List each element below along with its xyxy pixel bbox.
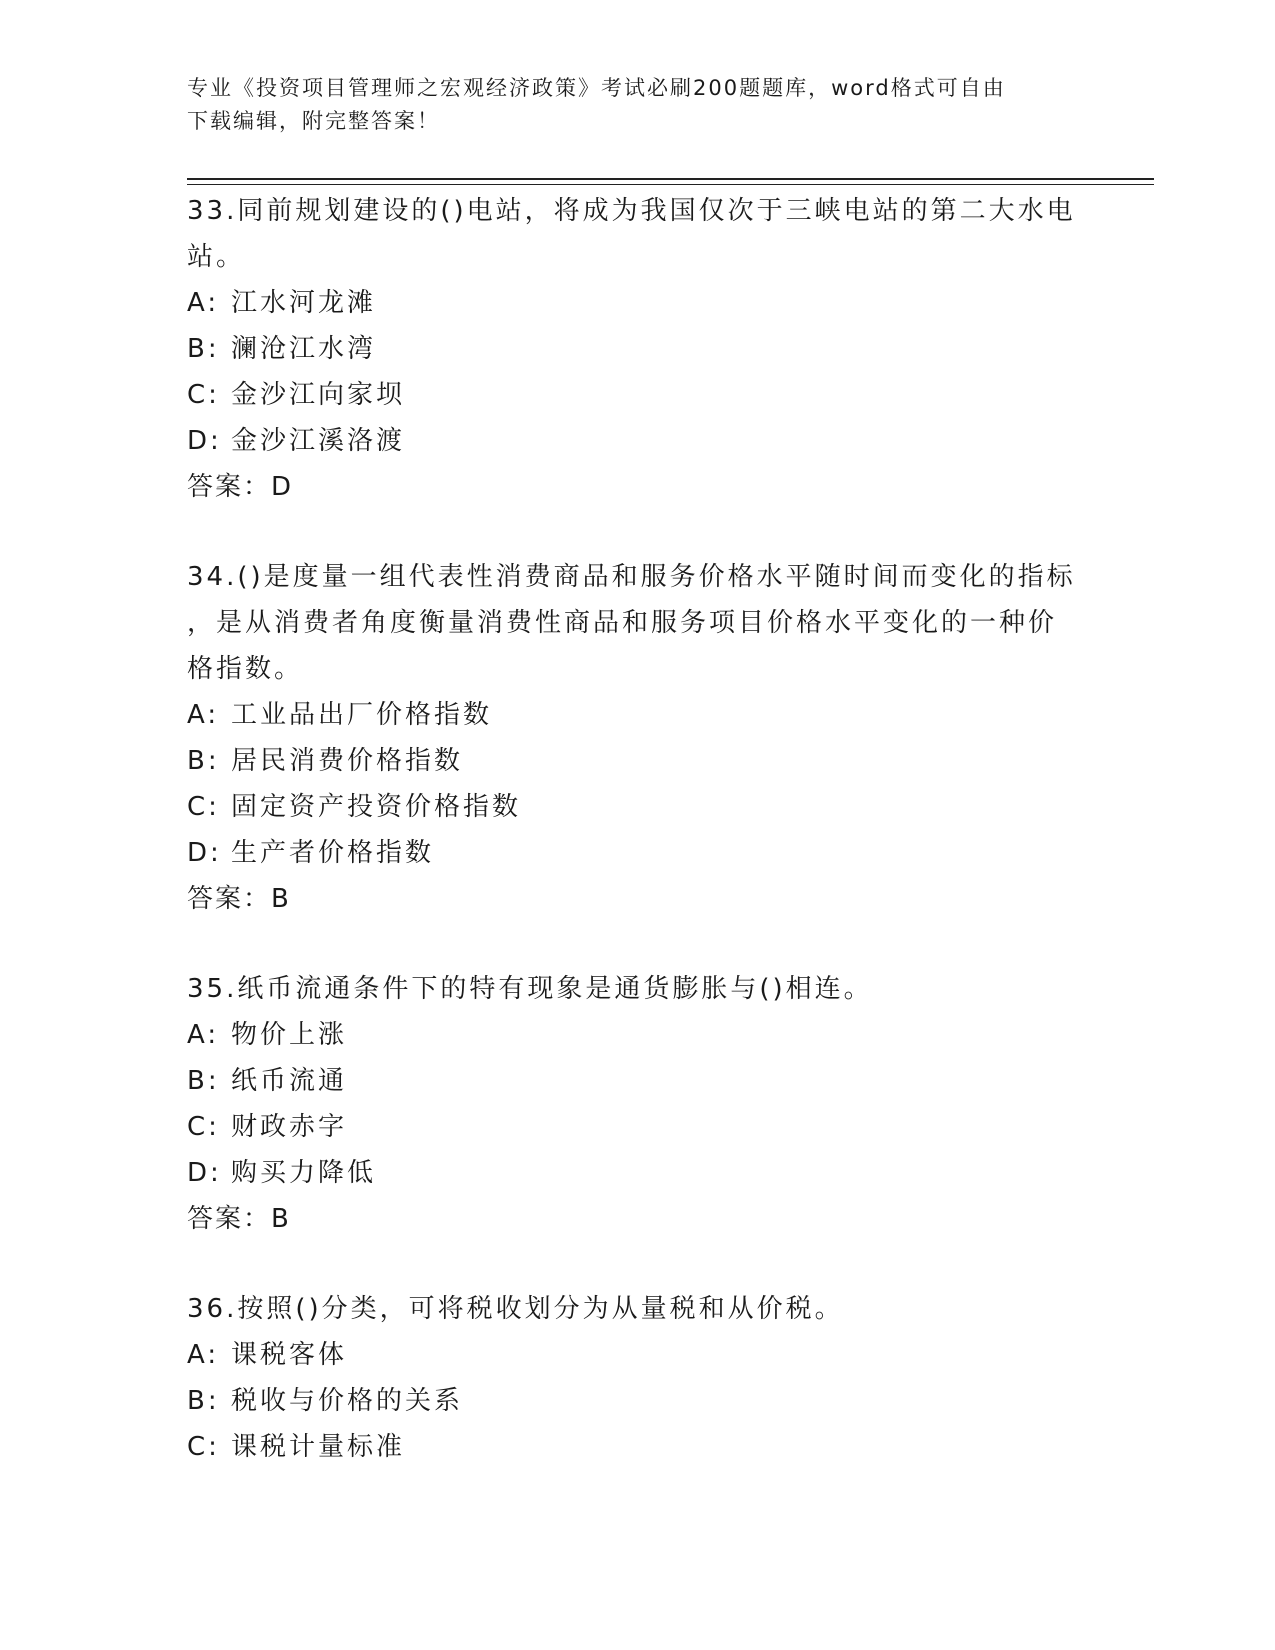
option-b bbox=[187, 1058, 1087, 1104]
question-stem-line: ，是从消费者角度衡量消费性商品和服务项目价格水平变化的一种价 bbox=[187, 608, 1058, 638]
option-text: 生产者价格指数 bbox=[231, 838, 435, 868]
option-letter: B: bbox=[187, 1386, 220, 1416]
option-text: 工业品出厂价格指数 bbox=[231, 700, 493, 730]
option-d bbox=[187, 418, 1087, 464]
option-letter: C: bbox=[187, 1112, 220, 1142]
option-b bbox=[187, 738, 1087, 784]
option-letter: C: bbox=[187, 1432, 220, 1462]
option-text: 课税计量标准 bbox=[231, 1432, 406, 1462]
option-text: 居民消费价格指数 bbox=[231, 746, 464, 776]
answer: 答案：D bbox=[187, 472, 294, 502]
question-stem-line: 格指数。 bbox=[187, 654, 304, 684]
option-letter: A: bbox=[187, 288, 220, 318]
question-33 bbox=[187, 188, 1087, 510]
option-text: 金沙江向家坝 bbox=[231, 380, 406, 410]
option-letter: B: bbox=[187, 334, 220, 364]
option-b bbox=[187, 1378, 1087, 1424]
option-letter: B: bbox=[187, 1066, 220, 1096]
option-c bbox=[187, 1424, 1087, 1470]
option-d bbox=[187, 1150, 1087, 1196]
option-letter: A: bbox=[187, 1340, 220, 1370]
option-a bbox=[187, 280, 1087, 326]
question-stem-line: 站。 bbox=[187, 242, 246, 272]
question-36 bbox=[187, 1286, 1087, 1470]
option-letter: A: bbox=[187, 700, 220, 730]
option-text: 固定资产投资价格指数 bbox=[231, 792, 522, 822]
document-header bbox=[187, 72, 1087, 138]
question-35 bbox=[187, 966, 1087, 1242]
question-stem-line: 36.按照()分类，可将税收划分为从量税和从价税。 bbox=[187, 1294, 844, 1324]
option-text: 税收与价格的关系 bbox=[231, 1386, 464, 1416]
option-letter: C: bbox=[187, 792, 220, 822]
option-letter: D: bbox=[187, 1158, 222, 1188]
option-text: 财政赤字 bbox=[231, 1112, 348, 1142]
option-letter: C: bbox=[187, 380, 220, 410]
answer: 答案：B bbox=[187, 884, 291, 914]
option-c bbox=[187, 784, 1087, 830]
option-text: 澜沧江水湾 bbox=[231, 334, 377, 364]
option-text: 购买力降低 bbox=[231, 1158, 377, 1188]
option-text: 物价上涨 bbox=[231, 1020, 348, 1050]
option-a bbox=[187, 1012, 1087, 1058]
option-letter: D: bbox=[187, 426, 222, 456]
header-rule-thick bbox=[187, 178, 1154, 180]
answer: 答案：B bbox=[187, 1204, 291, 1234]
option-letter: D: bbox=[187, 838, 222, 868]
option-text: 金沙江溪洛渡 bbox=[231, 426, 406, 456]
option-d bbox=[187, 830, 1087, 876]
option-letter: A: bbox=[187, 1020, 220, 1050]
option-text: 课税客体 bbox=[231, 1340, 348, 1370]
option-letter: B: bbox=[187, 746, 220, 776]
question-34 bbox=[187, 554, 1087, 922]
header-line-1: 专业《投资项目管理师之宏观经济政策》考试必刷200题题库，word格式可自由 bbox=[187, 76, 1006, 100]
option-c bbox=[187, 1104, 1087, 1150]
header-rule-thin bbox=[187, 184, 1154, 185]
option-c bbox=[187, 372, 1087, 418]
question-stem-line: 35.纸币流通条件下的特有现象是通货膨胀与()相连。 bbox=[187, 974, 873, 1004]
option-b bbox=[187, 326, 1087, 372]
question-stem-line: 34.()是度量一组代表性消费商品和服务价格水平随时间而变化的指标 bbox=[187, 562, 1076, 592]
option-a bbox=[187, 1332, 1087, 1378]
question-list bbox=[187, 188, 1087, 1514]
option-a bbox=[187, 692, 1087, 738]
option-text: 江水河龙滩 bbox=[231, 288, 377, 318]
option-text: 纸币流通 bbox=[231, 1066, 348, 1096]
question-stem-line: 33.同前规划建设的()电站，将成为我国仅次于三峡电站的第二大水电 bbox=[187, 196, 1076, 226]
header-line-2: 下载编辑，附完整答案！ bbox=[187, 109, 440, 133]
